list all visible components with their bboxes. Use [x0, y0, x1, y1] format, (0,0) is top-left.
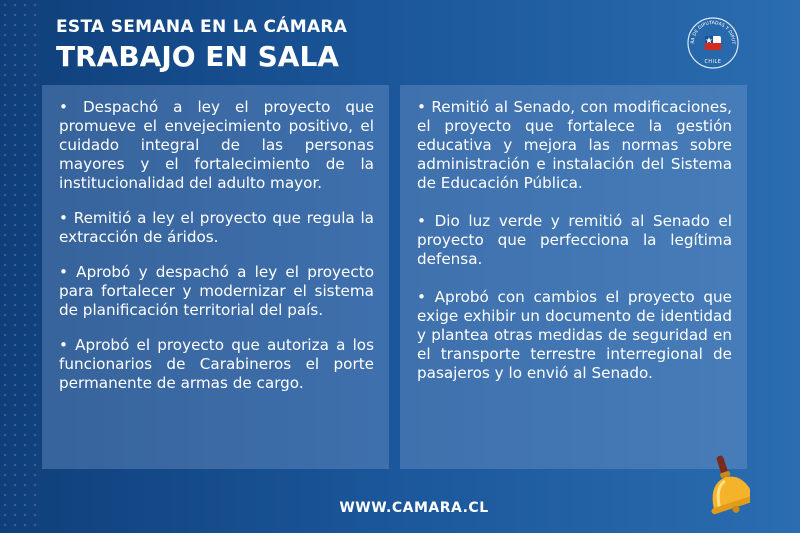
- footer-website-link[interactable]: WWW.CAMARA.CL: [339, 500, 489, 516]
- page-title: TRABAJO EN SALA: [56, 40, 339, 73]
- decorative-dot-pattern: [0, 0, 40, 533]
- hand-bell-icon: [692, 455, 750, 517]
- left-news-item: • Despachó a ley el proyecto que promueve el envejecimiento positivo, el cuidado integral de las personas mayores y el fortalecimiento de la institucionalidad del adulto mayor.: [59, 98, 374, 192]
- left-news-item: • Aprobó el proyecto que autoriza a los funcionarios de Carabineros el porte permanente de armas de cargo.: [59, 336, 374, 392]
- right-news-panel: [400, 85, 747, 469]
- header: [56, 16, 347, 74]
- left-news-panel: [42, 85, 389, 469]
- left-news-item: • Aprobó y despachó a ley el proyecto para fortalecer y modernizar el sistema de planificación territorial del país.: [59, 263, 374, 319]
- seal-country-text: CHILE: [704, 60, 722, 65]
- header-kicker: ESTA SEMANA EN LA CÁMARA: [56, 17, 348, 37]
- camara-de-diputados-seal-icon: [686, 16, 740, 70]
- seal-arc-text: RA DE DIPUTADAS Y DIPUT: [690, 20, 736, 45]
- right-news-item: • Remitió al Senado, con modificaciones, el proyecto que fortalece la gestión educativa y mejora las normas sobre administración e instalación del Sistema de Educación Pública.: [417, 98, 732, 192]
- left-news-item: • Remitió a ley el proyecto que regula la extracción de áridos.: [59, 209, 374, 246]
- right-news-item: • Dio luz verde y remitió al Senado el proyecto que perfecciona la legítima defensa.: [417, 212, 732, 268]
- right-news-item: • Aprobó con cambios el proyecto que exige exhibir un documento de identidad y plantea otras medidas de seguridad en el transporte terrestre interregional de pasajeros y lo envió al Senado.: [417, 288, 732, 382]
